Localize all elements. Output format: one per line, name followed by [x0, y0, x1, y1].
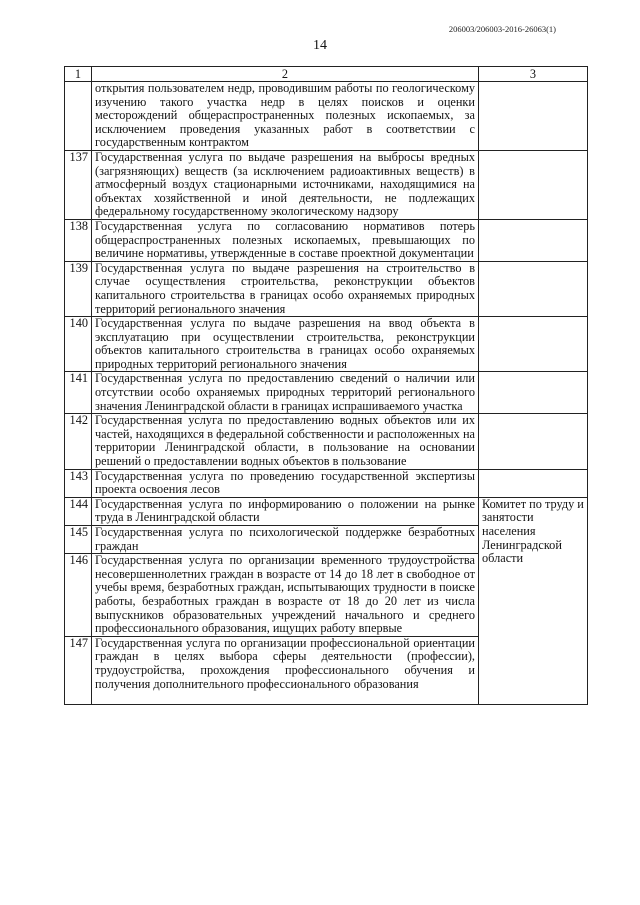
- services-table: [64, 66, 588, 705]
- table-row: [65, 317, 588, 372]
- table-row: [65, 261, 588, 316]
- row-number: 145: [65, 526, 92, 554]
- department-cell-empty: [479, 82, 588, 151]
- service-description: Государственная услуга по информированию о положении на рынке труда в Ленинградской области: [92, 497, 479, 525]
- department-cell-empty: [479, 219, 588, 261]
- row-number: 144: [65, 497, 92, 525]
- department-cell-empty: [479, 372, 588, 414]
- table-row: [65, 414, 588, 469]
- table-row: [65, 469, 588, 497]
- table-row-continuation: [65, 82, 588, 151]
- row-number: 138: [65, 219, 92, 261]
- cell-spacer: [95, 691, 475, 704]
- service-description: Государственная услуга по согласованию нормативов потерь общераспространенных полезных ископаемых, превышающих по величине нормативы, утвержденные в составе проектной документации: [92, 219, 479, 261]
- table-row: [65, 219, 588, 261]
- document-code: 206003/206003-2016-26063(1): [448, 24, 556, 34]
- department-cell-empty: [479, 469, 588, 497]
- service-description: [92, 636, 479, 704]
- service-description: Государственная услуга по предоставлению сведений о наличии или отсутствии особо охраняемых природных территорий регионального значения Ленинградской области в границах испрашиваемого участка: [92, 372, 479, 414]
- row-number: 139: [65, 261, 92, 316]
- service-description: Государственная услуга по выдаче разрешения на выбросы вредных (загрязняющих) веществ (за исключением радиоактивных веществ) в атмосферный воздух стационарными источниками, находящимися на объектах хозяйственной и иной деятельности, не подлежащих федеральному государственному экологическому надзору: [92, 150, 479, 219]
- row-number: 147: [65, 636, 92, 704]
- service-description: Государственная услуга по организации временного трудоустройства несовершеннолетних граждан в возрасте от 14 до 18 лет в свободное от учебы время, безработных граждан, испытывающих трудности в поиске работы, безработных граждан в возрасте от 18 до 20 лет из числа выпускников образовательных учреждений начального и среднего профессионального образования, ищущих работу впервые: [92, 554, 479, 637]
- row-number: 137: [65, 150, 92, 219]
- service-description: Государственная услуга по выдаче разрешения на ввод объекта в эксплуатацию при осуществлении строительства, реконструкции объектов капитального строительства в границах особо охраняемых природных территорий регионального значения: [92, 317, 479, 372]
- row-number: 143: [65, 469, 92, 497]
- department-cell-empty: [479, 261, 588, 316]
- responsible-department: Комитет по труду и занятости населения Ленинградской области: [479, 497, 588, 704]
- column-header-2: 2: [92, 67, 479, 82]
- column-header-1: 1: [65, 67, 92, 82]
- department-cell-empty: [479, 317, 588, 372]
- service-description: Государственная услуга по предоставлению водных объектов или их частей, находящихся в федеральной собственности и расположенных на территории Ленинградской области, в пользование на основании решений о предоставлении водных объектов в пользование: [92, 414, 479, 469]
- page-number: 14: [313, 38, 327, 53]
- row-number: 142: [65, 414, 92, 469]
- service-description: Государственная услуга по проведению государственной экспертизы проекта освоения лесов: [92, 469, 479, 497]
- table-row: [65, 372, 588, 414]
- table-row: [65, 497, 588, 525]
- row-number: 140: [65, 317, 92, 372]
- continuation-text: открытия пользователем недр, проводившим работы по геологическому изучению такого участка недр в целях поисков и оценки месторождений общераспространенных полезных ископаемых, за исключением проведения указанных работ в соответствии с государственным контрактом: [92, 82, 479, 151]
- table-row: [65, 150, 588, 219]
- row-number: 141: [65, 372, 92, 414]
- service-description-text: Государственная услуга по организации профессиональной ориентации граждан в целях выбора сферы деятельности (профессии), трудоустройства, прохождения профессионального обучения и получения дополнительного профессионального образования: [95, 635, 475, 691]
- column-header-3: 3: [479, 67, 588, 82]
- department-cell-empty: [479, 414, 588, 469]
- service-description: Государственная услуга по выдаче разрешения на строительство в случае осуществления строительства, реконструкции объектов капитального строительства в границах особо охраняемых природных территорий регионального значения: [92, 261, 479, 316]
- row-number-cell: [65, 82, 92, 151]
- table-header-row: [65, 67, 588, 82]
- row-number: 146: [65, 554, 92, 637]
- department-cell-empty: [479, 150, 588, 219]
- service-description: Государственная услуга по психологической поддержке безработных граждан: [92, 526, 479, 554]
